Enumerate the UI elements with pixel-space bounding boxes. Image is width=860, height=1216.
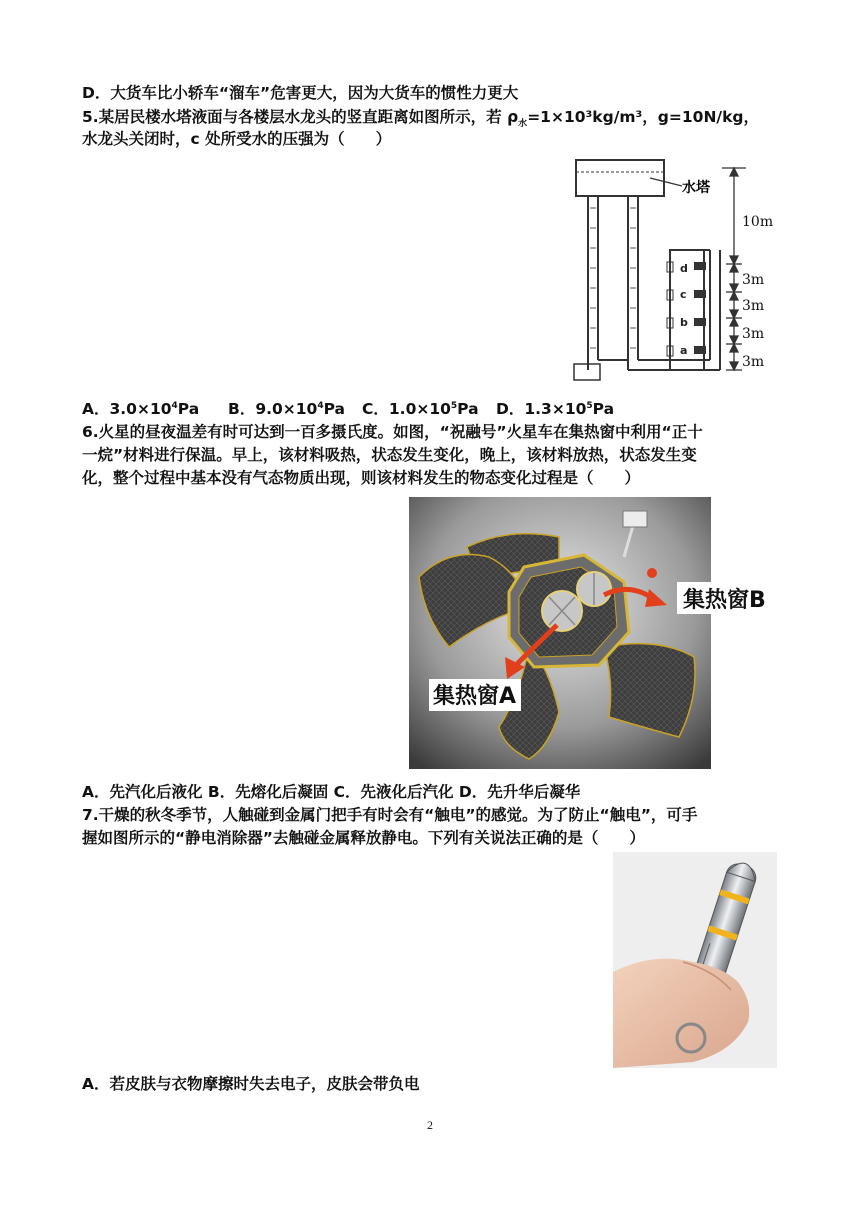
- mars-rover-image: [409, 497, 766, 769]
- tap-d-label: d: [680, 262, 688, 275]
- dim-3m-1: 3m: [742, 272, 765, 288]
- tap-a-label: a: [680, 344, 688, 357]
- dim-10m: 10m: [742, 214, 774, 230]
- q4-option-d: D．大货车比小轿车“溜车”危害更大，因为大货车的惯性力更大: [82, 84, 519, 102]
- tap-c-label: c: [680, 288, 687, 301]
- q5-stem-text: 5.某居民楼水塔液面与各楼层水龙头的竖直距离如图所示，若 ρ: [82, 108, 519, 126]
- dim-3m-3: 3m: [742, 326, 765, 342]
- q5-stem-line2: 水龙头关闭时，c 处所受水的压强为（ ）: [82, 130, 392, 148]
- q6-options: A．先汽化后液化 B．先熔化后凝固 C．先液化后汽化 D．先升华后凝华: [82, 783, 581, 801]
- q5-option-a: A．$3.0\times 10^4Pa$: [82, 400, 200, 418]
- camera-mast: [623, 511, 647, 527]
- rho-subscript: 水: [518, 119, 528, 130]
- page-number: 2: [427, 1118, 433, 1132]
- q6-stem-line1: 6.火星的昼夜温差有时可达到一百多摄氏度。如图，“祝融号”火星车在集热窗中利用“正十: [82, 423, 703, 441]
- q7-option-a: A．若皮肤与衣物摩擦时失去电子，皮肤会带负电: [82, 1075, 420, 1093]
- q5-stem-tail: =1×10³kg/m³，g=10N/kg，: [527, 108, 759, 126]
- q7-stem-line2: 握如图所示的“静电消除器”去触碰金属释放静电。下列有关说法正确的是（ ）: [82, 829, 645, 847]
- q5-option-b: B．$9.0\times 10^4Pa$: [228, 400, 346, 418]
- water-tower-diagram: [570, 158, 782, 386]
- dim-3m-2: 3m: [742, 298, 765, 314]
- q5-option-c: C．$1.0\times 10^5Pa$: [362, 400, 479, 418]
- q6-stem-line3: 化，整个过程中基本没有气态物质出现，则该材料发生的物态变化过程是（ ）: [82, 469, 641, 487]
- q6-stem-line2: 一烷”材料进行保温。早上，该材料吸热，状态发生变化，晚上，该材料放热，状态发生变: [82, 446, 697, 464]
- label-window-a: 集热窗A: [433, 684, 517, 709]
- q5-options: [82, 398, 614, 420]
- q5-option-d: D．$1.3\times 10^5Pa$: [496, 400, 615, 418]
- static-eliminator-image: [613, 852, 777, 1068]
- tower-label: 水塔: [682, 180, 710, 196]
- dim-3m-4: 3m: [742, 354, 765, 370]
- q5-stem-line1: [82, 106, 759, 128]
- tap-b-label: b: [680, 316, 688, 329]
- q7-stem-line1: 7.干燥的秋冬季节，人触碰到金属门把手有时会有“触电”的感觉。为了防止“触电”，可手: [82, 806, 698, 824]
- label-window-b: 集热窗B: [683, 588, 766, 613]
